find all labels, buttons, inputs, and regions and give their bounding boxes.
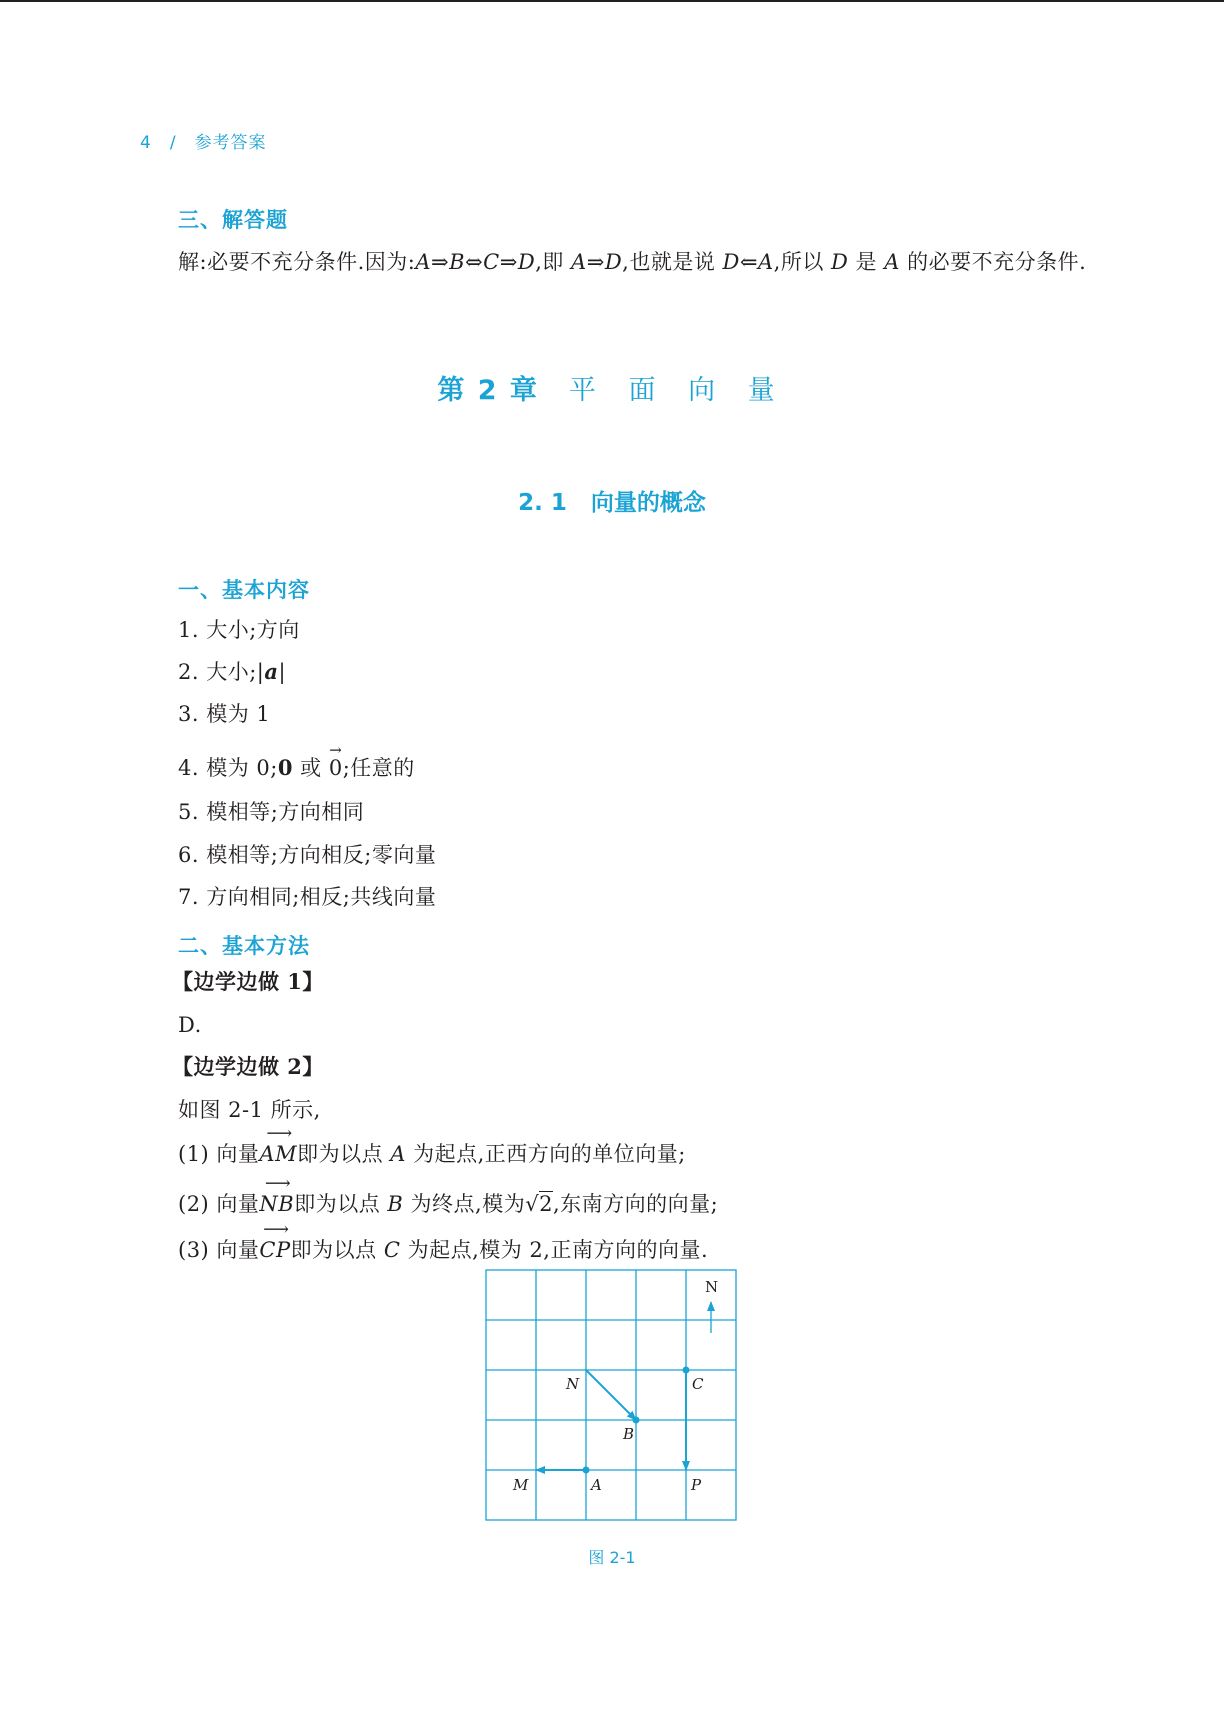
part1-item-4: 4. 模为 0;0 或 0 → ;任意的 — [178, 741, 415, 780]
part1-item-1: 1. 大小;方向 — [178, 618, 300, 642]
ex1-title: 【边学边做 1】 — [172, 969, 324, 994]
part1-heading: 一、基本内容 — [178, 578, 310, 602]
label-C: C — [692, 1375, 704, 1393]
section3-heading: 三、解答题 — [178, 208, 288, 232]
section3-answer: 解:必要不充分条件.因为:A⇒B⇔C⇒D,即 A⇒D,也就是说 D⇐A,所以 D 是 A 的必要不充分条件. — [178, 250, 1087, 274]
ex2-title: 【边学边做 2】 — [172, 1054, 324, 1079]
part1-item-6: 6. 模相等;方向相反;零向量 — [178, 843, 437, 867]
ex2-line-3: (3) 向量⟶ CP即为以点 C 为起点,模为 2,正南方向的向量. — [178, 1228, 708, 1272]
label-M: M — [513, 1476, 529, 1494]
figure-2-1 — [484, 1268, 740, 1524]
ex2-line-1: (1) 向量⟶ AM即为以点 A 为起点,正西方向的单位向量; — [178, 1132, 686, 1176]
point-B — [633, 1417, 640, 1424]
part1-item-7: 7. 方向相同;相反;共线向量 — [178, 885, 437, 909]
page-number: 4 — [140, 133, 152, 153]
ex2-line-2: (2) 向量⟶ NB即为以点 B 为终点,模为√2,东南方向的向量; — [178, 1182, 718, 1226]
header-separator: / — [169, 133, 177, 153]
chapter-title — [0, 368, 1224, 407]
ex1-answer: D. — [178, 1013, 202, 1037]
part1-item-3: 3. 模为 1 — [178, 702, 271, 726]
page-header — [140, 128, 267, 153]
section-number: 2. 1 — [518, 490, 567, 516]
label-P: P — [691, 1476, 702, 1494]
label-B: B — [623, 1425, 635, 1443]
north-label: N — [705, 1278, 719, 1296]
section-name: 向量的概念 — [590, 490, 706, 516]
ex2-intro: 如图 2-1 所示, — [178, 1098, 321, 1122]
label-A: A — [591, 1476, 602, 1494]
section-title — [0, 484, 1224, 517]
part2-heading: 二、基本方法 — [178, 934, 310, 958]
top-rule — [0, 0, 1224, 2]
part1-item-5: 5. 模相等;方向相同 — [178, 800, 365, 824]
point-C — [683, 1367, 690, 1374]
header-section: 参考答案 — [194, 133, 267, 153]
vector-NB — [586, 1370, 636, 1420]
chapter-number: 第 2 章 — [437, 375, 539, 406]
point-A — [583, 1467, 590, 1474]
figure-caption: 图 2-1 — [588, 1548, 636, 1567]
chapter-name: 平 面 向 量 — [568, 375, 787, 406]
part1-item-2: 2. 大小;|a| — [178, 659, 287, 684]
label-N: N — [566, 1375, 580, 1393]
